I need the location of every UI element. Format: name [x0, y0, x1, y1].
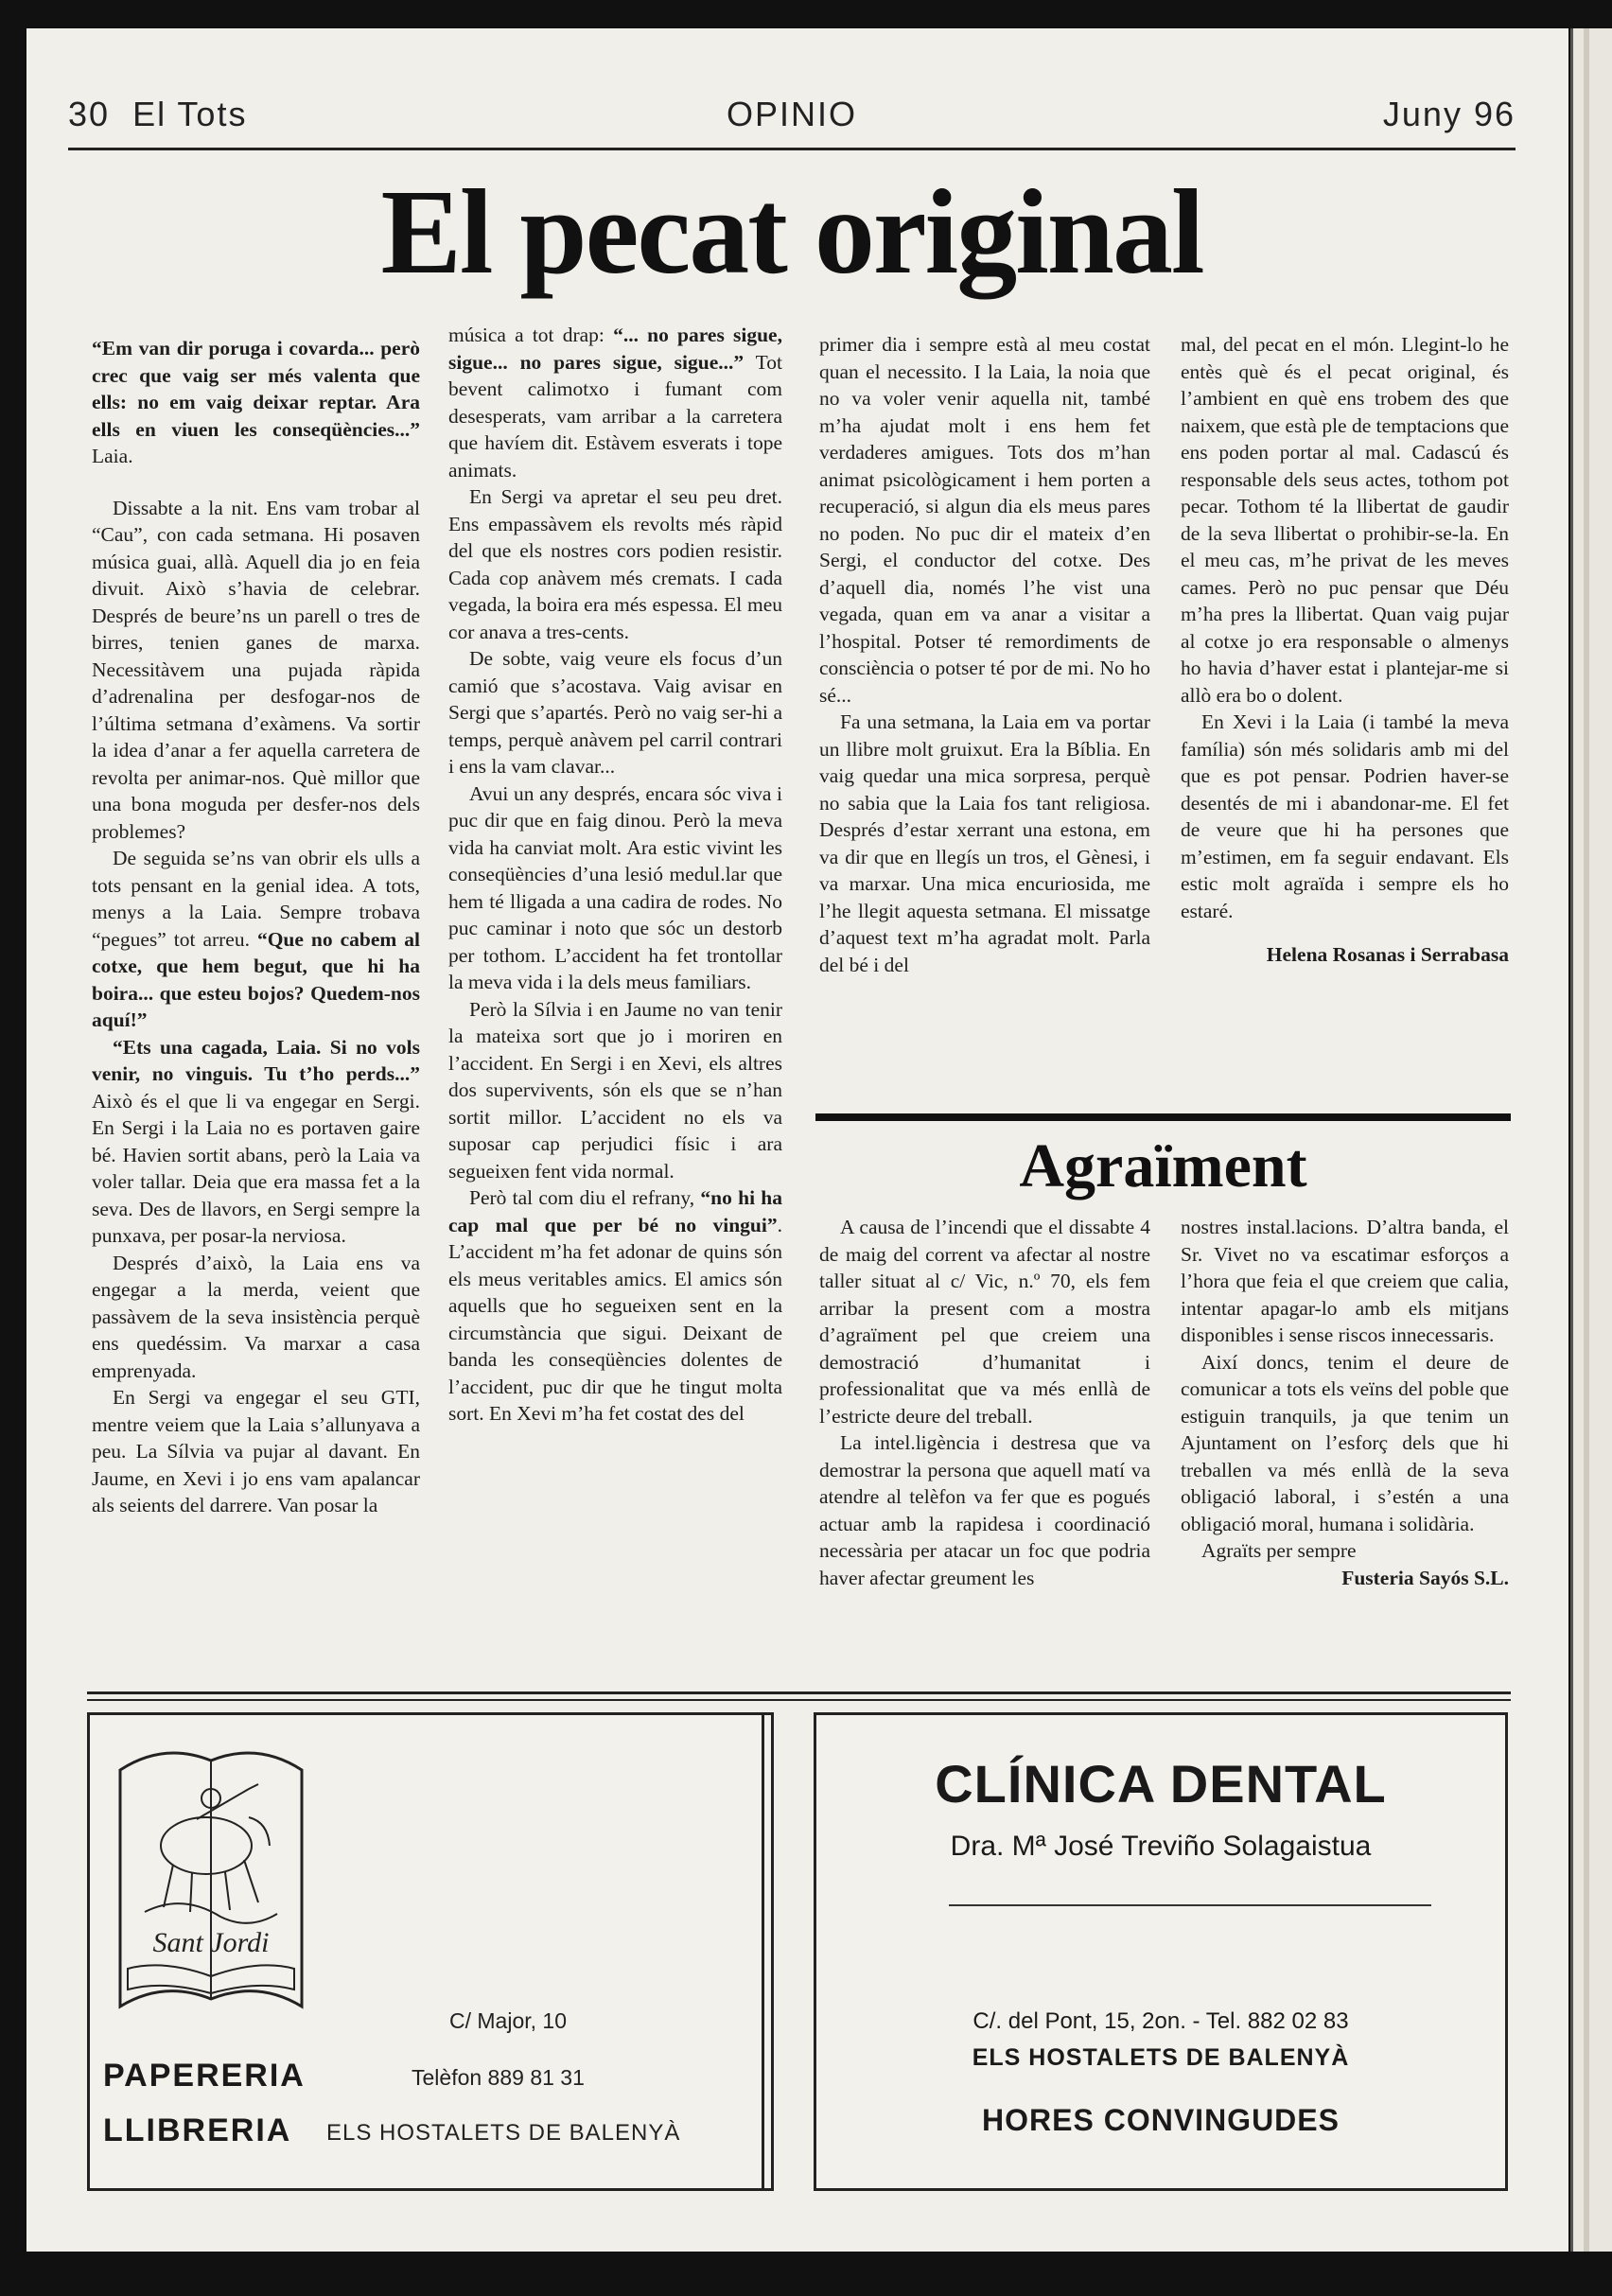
llibreria-label: LLIBRERIA: [103, 2112, 292, 2148]
issue-date: Juny 96: [1382, 95, 1516, 133]
section-divider: [815, 1113, 1511, 1121]
magazine-name: El Tots: [132, 95, 248, 133]
page-edge: [1570, 28, 1612, 2252]
paragraph: [448, 1184, 782, 1428]
page-edge-strip: [1584, 28, 1589, 2252]
page-number: 30: [68, 95, 111, 133]
paragraph: A causa de l’incendi que el dissabte 4 de maig del corrent va afectar al nostre taller situat al c/ Vic, n.º 70, els fem arribar la present com a mostra d’agraïment pel que creiem una demostració d’humanitat i professionalitat que va més enllà de l’estricte deure del treball.: [819, 1216, 1150, 1428]
paragraph: En Sergi va apretar el seu peu dret. Ens empassàvem els revolts més ràpid del que els nostres cors podien resistir. Cada cop anàvem més cremats. I cada vegada, la boira era més espessa. El meu cor anava a tres-cents.: [448, 485, 782, 643]
header-rule: [68, 148, 1516, 150]
paragraph-text: música a tot drap:: [448, 324, 604, 346]
paragraph: [448, 322, 782, 483]
logo-text: Sant Jordi: [152, 1927, 270, 1958]
clinic-title: CLÍNICA DENTAL: [935, 1754, 1387, 1814]
paragraph-quote: “Que no cabem al cotxe, que hem begut, que hi ha boira... que esteu bojos? Quedem-nos aquí!”: [92, 927, 421, 1031]
paragraph-quote: “Ets una cagada, Laia. Si no vols venir, no vinguis. Tu t’ho perds...”: [92, 1035, 420, 1085]
paragraph: [92, 1034, 420, 1250]
clinic-doctor: Dra. Mª José Treviño Solagaistua: [950, 1831, 1372, 1862]
ad-border-line: [762, 1715, 764, 2188]
ad-papereria: [87, 1712, 774, 2191]
paragraph: De sobte, vaig veure els focus d’un camió que s’acostava. Vaig avisar en Sergi que s’apartés. Però no vaig ser-hi a temps, perquè anàvem pel carril contrari i ens la vam clavar...: [448, 647, 782, 778]
article-title: El pecat original: [380, 165, 1203, 299]
papereria-phone: Telèfon 889 81 31: [412, 2065, 585, 2090]
page-header: [68, 95, 1516, 148]
clinic-address: C/. del Pont, 15, 2on. - Tel. 882 02 83: [972, 2008, 1349, 2034]
paragraph: La intel.ligència i destresa que va demostrar la persona que aquell matí va atendre al telèfon va fer que es pogués actuar amb la rapidesa i coordinació necessària per atacar un foc que podria haver afectar greument les: [819, 1431, 1150, 1589]
papereria-label: PAPERERIA: [103, 2058, 306, 2094]
paragraph: primer dia i sempre està al meu costat quan el necessito. I la Laia, la noia que no va voler venir aquella nit, també m’ha ajudat molt i ens hem fet verdaderes amigues. Tots dos m’han animat psicològicament i hem porten a recuperació, si algun dia els meus pares no poden. No puc dir el mateix d’en Sergi, el conductor del cotxe. Des d’aquell dia, només l’he vist una vegada, quan em va anar a visitar a l’hospital. Potser té remordiments de consciència o potser té por de mi. No ho sé...: [819, 333, 1150, 707]
paragraph-quote: “... no pares sigue, sigue... no pares sigue, sigue...”: [448, 324, 782, 374]
thanks-signature: Fusteria Sayós S.L.: [1341, 1566, 1509, 1589]
paragraph-text: Tot bevent calimotxo i fumant com desesperats, vam arribar a la carretera que havíem dit. Estàvem esverats i tope animats.: [448, 350, 783, 482]
section-name: OPINIO: [726, 95, 858, 133]
article-signature: Helena Rosanas i Serrabasa: [1266, 943, 1509, 966]
papereria-address: C/ Major, 10: [449, 2008, 567, 2033]
paragraph: [92, 845, 420, 1034]
paragraph: Avui un any després, encara sóc viva i puc dir que en faig dinou. Però la meva vida ha canviat molt. Ara estic vivint les conseqüències d’una lesió medul.lar que hem té lligada a una cadira de rodes. No puc caminar i noto que sóc un destorb per tothom. L’accident ha fet trontollar la meva vida i la dels meus familiars.: [448, 781, 782, 993]
article-column-4: [1181, 331, 1509, 969]
article-column-3: [819, 331, 1150, 978]
paragraph: En Sergi va engegar el seu GTI, mentre veiem que la Laia s’allunyava a peu. La Sílvia va pujar al davant. En Jaume, en Xevi i jo ens vam apalancar als seients del darrere. Van posar la: [92, 1386, 420, 1516]
ads-divider: [87, 1699, 1511, 1701]
paragraph: Però la Sílvia i en Jaume no van tenir la mateixa sort que jo i moriren en l’accident. En Sergi i en Xevi, els altres dos supervivents, són els que se n’han sortit millor. L’accident no els va suposar cap perjudici físic i ara segueixen fent vida normal.: [448, 997, 782, 1183]
ad-clinica-dental: [814, 1712, 1508, 2191]
article-column-1: [92, 335, 420, 1519]
lead-quote: “Em van dir poruga i covarda... però crec que vaig ser més valenta que ells: no em vaig deixar reptar. Ara ells en viuen les conseqüències...”: [92, 337, 420, 441]
paragraph: Després d’això, la Laia ens va engegar a la merda, veient que passàvem de la seva insistència perquè ens quedéssim. Va marxar a casa emprenyada.: [92, 1251, 420, 1382]
thanks-title: Agraïment: [1019, 1131, 1307, 1201]
paragraph: Fa una setmana, la Laia em va portar un llibre molt gruixut. Era la Bíblia. En vaig quedar una mica sorpresa, perquè no sabia que la Laia fos tant religiosa. Després d’estar xerrant una estona, em va dir que en llegís un tros, el Gènesi, i va marxar. Una mica encuriosida, me l’he llegit aquesta setmana. El missatge d’aquest text m’ha agradat molt. Parla del bé i del: [819, 710, 1150, 976]
article-column-2: [448, 322, 782, 1428]
paragraph-text: Això és el que li va engegar en Sergi. En Sergi i la Laia no es portaven gaire bé. Havien sortit abans, però la Laia va voler tallar. Deia que era massa fet a la seva. Des de llavors, en Sergi sempre la punxava, per posar-la nerviosa.: [92, 1089, 420, 1247]
paragraph-text: De seguida se’ns van obrir els ulls a tots pensant en la genial idea. A tots, menys a la Laia. Sempre trobava “pegues” tot arreu.: [92, 847, 420, 951]
paragraph-text: . L’accident m’ha fet adonar de quins són els meus veritables amics. El amics són aquells que ho segueixen sent en la circumstància que sigui. Deixant de banda les conseqüències dolentes de l’accident, puc dir que he tingut molta sort. En Xevi m’ha fet costat des del: [448, 1213, 782, 1425]
paragraph-text: Però tal com diu el refrany,: [469, 1186, 695, 1209]
paragraph: Així doncs, tenim el deure de comunicar a tots els veïns del poble que estiguin tranquils, ja que tenim un Ajuntament on l’esforç dels que hi treballen va més enllà de la seva obligació laboral, i s’estén a una obligació moral, humana i solidària.: [1181, 1350, 1509, 1535]
clinic-divider: [949, 1904, 1431, 1906]
paragraph: mal, del pecat en el món. Llegint-lo he entès què és el pecat original, és l’ambient en què ens trobem des que naixem, que està ple de temptacions que ens poden portar al mal. Cadascú és responsable dels seus actes, tothom pot pecar. Tothom té la llibertat de gaudir de la seva llibertat o prohibir-se-la. En el meu cas, m’he privat de les meves cames. Però no puc pensar que Déu m’ha pres la llibertat. Quan vaig pujar al cotxe jo era responsable o almenys ho havia d’haver estat i plantejar-me si allò era bo o dolent.: [1181, 333, 1509, 707]
article-lead: [92, 335, 420, 470]
sant-jordi-logo: [107, 1732, 315, 2025]
ads-divider: [87, 1691, 1511, 1694]
clinic-hours: HORES CONVINGUDES: [982, 2103, 1340, 2137]
paragraph: nostres instal.lacions. D’altra banda, el Sr. Vivet no va escatimar esforços a l’hora que feia el que creiem que calia, intentar apagar-lo amb els mitjans disponibles i sense riscos innecessaris.: [1181, 1216, 1509, 1346]
thanks-column-1: [819, 1214, 1150, 1591]
paragraph-quote: “no hi ha cap mal que per bé no vingui”: [448, 1186, 782, 1236]
lead-author: Laia.: [92, 445, 133, 467]
paragraph: En Xevi i la Laia (i també la meva família) són més solidaris amb mi del que es pot pensar. Podrien haver-se desentés de mi i abandonar-me. El fet de veure que hi ha persones que m’estimen, em fa seguir endavant. Els estic molt agraïda i sempre els ho estaré.: [1181, 710, 1509, 922]
paragraph: Dissabte a la nit. Ens vam trobar al “Cau”, con cada setmana. Hi posaven música guai, allà. Aquell dia jo en feia divuit. Això s’havia de celebrar. Després de beure’ns un parell o tres de birres, tenien ganes de marxa. Necessitàvem una pujada ràpida d’adrenalina per desfogar-nos de l’última setmana d’exàmens. Va sortir la idea d’anar a fer aquella carretera de revolta per animar-nos. Què millor que una bona moguda per desfer-nos dels problemes?: [92, 496, 420, 843]
thanks-column-2: [1181, 1214, 1509, 1591]
clinic-town: ELS HOSTALETS DE BALENYÀ: [972, 2044, 1350, 2071]
papereria-town: ELS HOSTALETS DE BALENYÀ: [326, 2120, 681, 2146]
thanks-closing: Agraïts per sempre: [1201, 1539, 1357, 1562]
